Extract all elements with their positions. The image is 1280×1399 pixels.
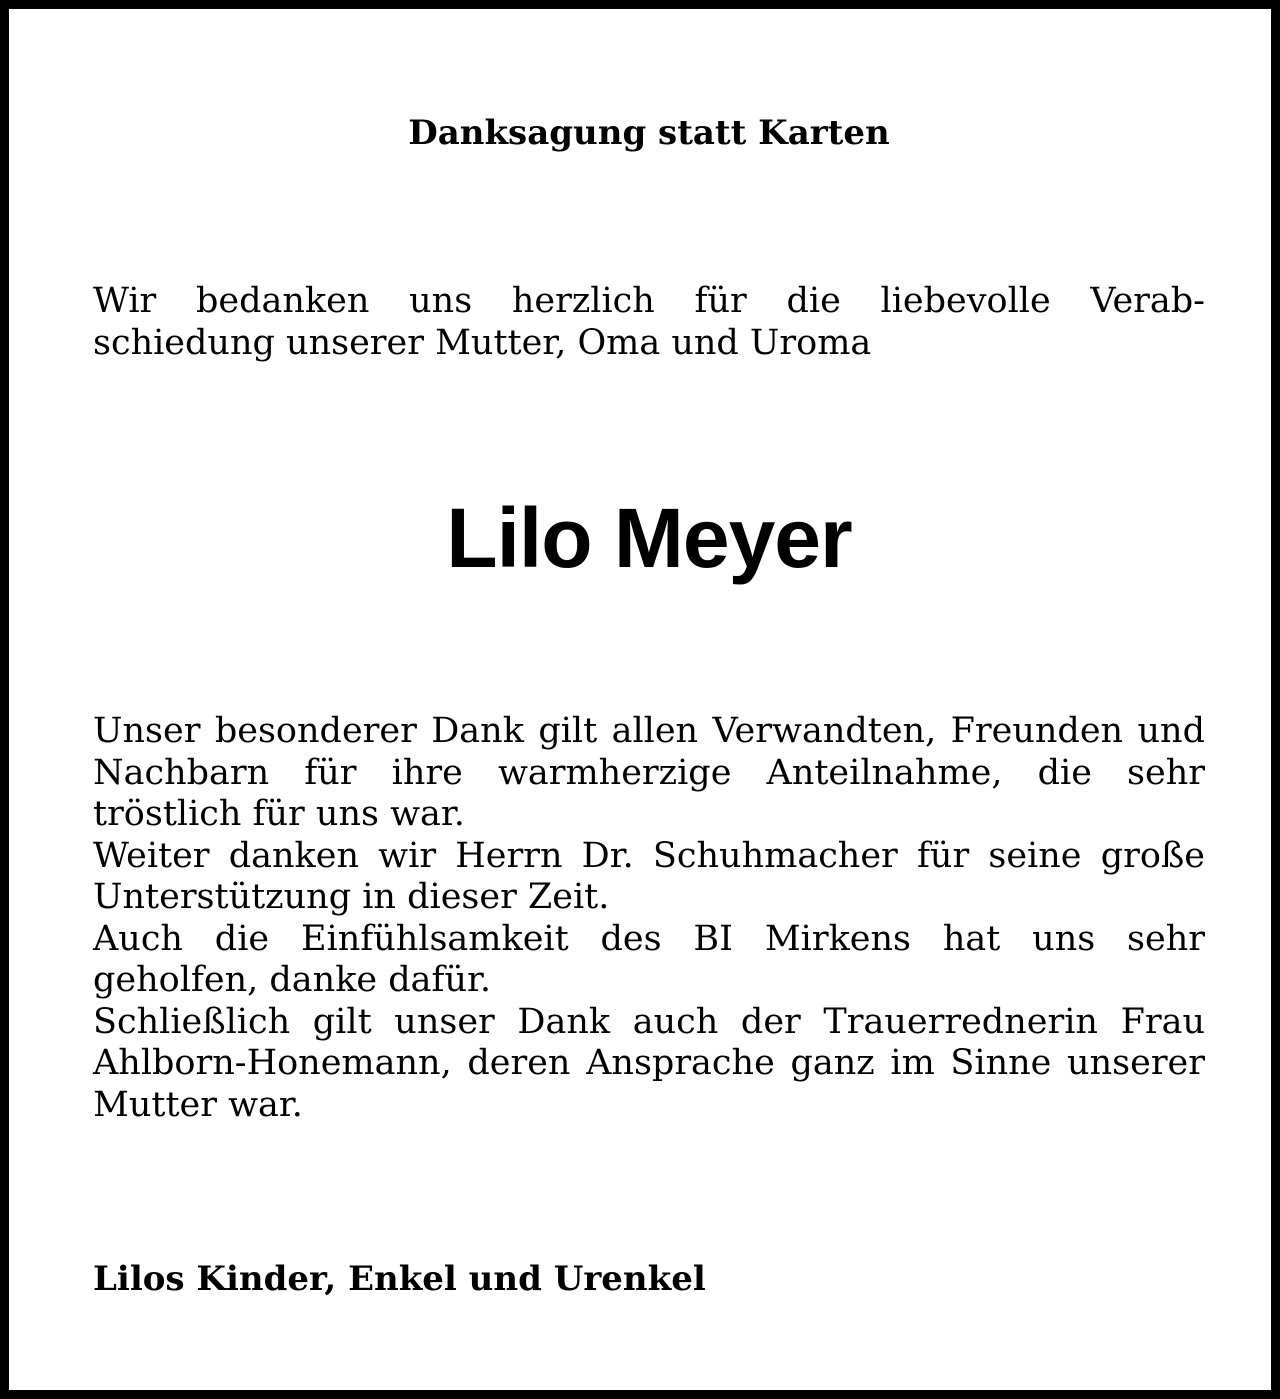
thanks-paragraph-doctor: Weiter danken wir Herrn Dr. Schuhmacher für seine große Unterstützung in dieser Zeit. [93,835,1205,917]
notice-heading: Danksagung statt Karten [408,113,890,153]
thanks-body [93,711,1205,1126]
thanks-paragraph-undertaker: Auch die Einfühlsamkeit des BI Mirkens hat uns sehr geholfen, danke dafür. [93,918,1205,1000]
family-signature: Lilos Kinder, Enkel und Urenkel [93,1259,706,1299]
intro-line-1: Wir bedanken uns herzlich für die liebevolle Verab- [93,281,1205,321]
intro-line-2: schiedung unserer Mutter, Oma und Uroma [93,322,872,363]
thanks-paragraph-speaker: Schließlich gilt unser Dank auch der Trauerrednerin Frau Ahlborn-Honemann, deren Ansprache ganz im Sinne unserer Mutter war. [93,1001,1205,1125]
intro-text [93,281,1205,364]
thanks-paragraph-relatives: Unser besonderer Dank gilt allen Verwandten, Freunden und Nachbarn für ihre warmherzige Anteilnahme, die sehr tröstlich für uns war. [93,711,1205,834]
deceased-name: Lilo Meyer [446,491,852,585]
